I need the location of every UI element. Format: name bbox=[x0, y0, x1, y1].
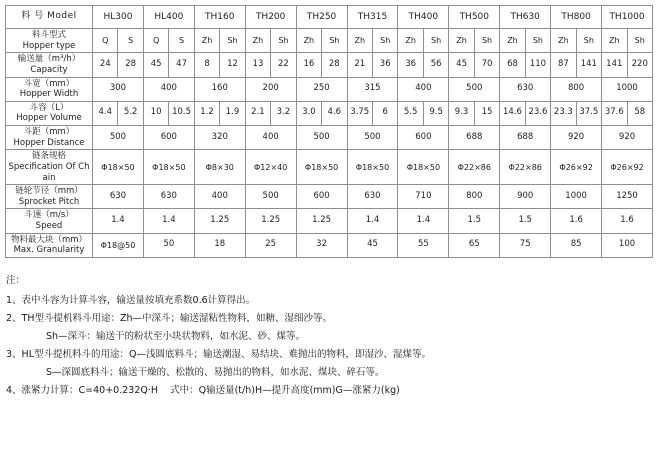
row-label-cn: 斗距（mm） bbox=[23, 127, 75, 137]
cell: 400 bbox=[194, 185, 245, 209]
row-label-cn: 链条规格 bbox=[31, 151, 66, 162]
cell: 141 bbox=[576, 53, 601, 77]
cell: 28 bbox=[118, 53, 143, 77]
row-label-cn: 斗宽（mm） bbox=[23, 78, 75, 89]
cell: 630 bbox=[143, 185, 194, 209]
cell: 1.6 bbox=[602, 209, 653, 233]
cell: 9.5 bbox=[423, 101, 448, 125]
row-label-en: Hopper type bbox=[22, 40, 76, 51]
cell: 45 bbox=[449, 53, 474, 77]
cell: 58 bbox=[627, 101, 652, 125]
cell: Sh bbox=[423, 29, 448, 53]
model-column-8: TH630 bbox=[500, 6, 551, 29]
cell: 65 bbox=[449, 233, 500, 257]
cell: 68 bbox=[500, 53, 525, 77]
table-row bbox=[6, 233, 653, 257]
table-row bbox=[6, 101, 653, 125]
cell: Φ18×50 bbox=[347, 150, 398, 185]
model-column-3: TH200 bbox=[245, 6, 296, 29]
cell: 5.2 bbox=[118, 101, 143, 125]
cell: 1.4 bbox=[398, 209, 449, 233]
cell: 13 bbox=[245, 53, 270, 77]
table-row bbox=[6, 53, 653, 77]
cell: 1.4 bbox=[347, 209, 398, 233]
cell: Φ18×50 bbox=[398, 150, 449, 185]
cell: 23.3 bbox=[551, 101, 576, 125]
cell: 320 bbox=[194, 126, 245, 150]
cell: S bbox=[118, 29, 143, 53]
cell: Φ22×86 bbox=[449, 150, 500, 185]
cell: 1.5 bbox=[500, 209, 551, 233]
cell: Sh bbox=[220, 29, 245, 53]
row-label-capacity bbox=[6, 53, 93, 77]
cell: Zh bbox=[194, 29, 219, 53]
notes-section bbox=[6, 272, 658, 400]
cell: 5.5 bbox=[398, 101, 423, 125]
cell: 3.2 bbox=[271, 101, 296, 125]
cell: 400 bbox=[245, 126, 296, 150]
cell: S bbox=[169, 29, 194, 53]
cell: 1.9 bbox=[220, 101, 245, 125]
cell: 200 bbox=[245, 77, 296, 101]
cell: Zh bbox=[296, 29, 321, 53]
cell: 2.1 bbox=[245, 101, 270, 125]
row-label-hopper-width bbox=[6, 77, 93, 101]
spec-sheet bbox=[0, 5, 658, 465]
row-label-en: Speed bbox=[35, 221, 63, 231]
cell: Sh bbox=[372, 29, 397, 53]
cell: 600 bbox=[296, 185, 347, 209]
model-column-2: TH160 bbox=[194, 6, 245, 29]
model-column-0: HL300 bbox=[93, 6, 144, 29]
cell: 32 bbox=[296, 233, 347, 257]
cell: 400 bbox=[143, 77, 194, 101]
model-header-cell: 料 号 Model bbox=[6, 6, 93, 29]
table-body bbox=[6, 6, 653, 258]
cell: Zh bbox=[551, 29, 576, 53]
cell: Zh bbox=[449, 29, 474, 53]
cell: 500 bbox=[245, 185, 296, 209]
model-column-6: TH400 bbox=[398, 6, 449, 29]
cell: 500 bbox=[93, 126, 144, 150]
cell: 400 bbox=[398, 77, 449, 101]
cell: Zh bbox=[602, 29, 627, 53]
note-item-5: S—深圆底料斗；输送干燥的、松散的、易抛出的物料，如水泥、煤块、碎石等。 bbox=[46, 367, 385, 379]
cell: Φ26×92 bbox=[602, 150, 653, 185]
cell: 37.6 bbox=[602, 101, 627, 125]
cell: 10 bbox=[143, 101, 168, 125]
cell: 800 bbox=[449, 185, 500, 209]
cell: 25 bbox=[245, 233, 296, 257]
table-row bbox=[6, 185, 653, 209]
cell: 22 bbox=[271, 53, 296, 77]
cell: 9.3 bbox=[449, 101, 474, 125]
cell: 36 bbox=[372, 53, 397, 77]
table-header-row bbox=[6, 6, 653, 29]
cell: Sh bbox=[525, 29, 550, 53]
cell: Zh bbox=[347, 29, 372, 53]
row-label-en: Hopper Volume bbox=[16, 113, 82, 124]
cell: 1.25 bbox=[296, 209, 347, 233]
model-column-7: TH500 bbox=[449, 6, 500, 29]
row-label-cn: 链轮节径（mm） bbox=[15, 186, 83, 197]
cell: 688 bbox=[449, 126, 500, 150]
row-label-hopper-type bbox=[6, 29, 93, 53]
cell: 1.25 bbox=[245, 209, 296, 233]
cell: 500 bbox=[449, 77, 500, 101]
model-column-5: TH315 bbox=[347, 6, 398, 29]
cell: 15 bbox=[474, 101, 499, 125]
cell: 6 bbox=[372, 101, 397, 125]
row-label-en: Max. Granularity bbox=[13, 245, 85, 256]
cell: 24 bbox=[93, 53, 118, 77]
cell: 315 bbox=[347, 77, 398, 101]
cell: 1000 bbox=[551, 185, 602, 209]
row-label-sprocket-pitch bbox=[6, 185, 93, 209]
cell: 10.5 bbox=[169, 101, 194, 125]
row-label-cn: 斗速（m/s） bbox=[24, 210, 74, 221]
row-label-max-granularity bbox=[6, 233, 93, 257]
cell: 110 bbox=[525, 53, 550, 77]
table-row bbox=[6, 77, 653, 101]
row-label-en: Sprocket Pitch bbox=[18, 196, 80, 207]
cell: Φ18×50 bbox=[296, 150, 347, 185]
model-column-10: TH1000 bbox=[602, 6, 653, 29]
cell: 3.0 bbox=[296, 101, 321, 125]
cell: Sh bbox=[322, 29, 347, 53]
cell: 87 bbox=[551, 53, 576, 77]
cell: 500 bbox=[347, 126, 398, 150]
cell: Zh bbox=[398, 29, 423, 53]
cell: 50 bbox=[143, 233, 194, 257]
row-label-chain-spec bbox=[6, 150, 93, 185]
row-label-en: Specification Of Chain bbox=[8, 161, 90, 183]
cell: 1000 bbox=[602, 77, 653, 101]
model-column-4: TH250 bbox=[296, 6, 347, 29]
cell: 630 bbox=[93, 185, 144, 209]
cell: 14.6 bbox=[500, 101, 525, 125]
cell: 23.6 bbox=[525, 101, 550, 125]
cell: 920 bbox=[551, 126, 602, 150]
table-row bbox=[6, 209, 653, 233]
cell: 4.4 bbox=[93, 101, 118, 125]
note-item-4: 3、HL型斗提机料斗的用途：Q—浅圆底料斗；输送潮湿、易结块、难抛出的物料，即湿沙、湿煤等。 bbox=[6, 349, 431, 361]
cell: 250 bbox=[296, 77, 347, 101]
note-item-3: Sh—深斗：输送干的粉状至小块状物料，如水泥、砂、煤等。 bbox=[46, 331, 306, 343]
cell: 75 bbox=[500, 233, 551, 257]
cell: 300 bbox=[93, 77, 144, 101]
cell: 141 bbox=[602, 53, 627, 77]
cell: 1.4 bbox=[143, 209, 194, 233]
row-label-cn: 物料最大块（mm） bbox=[10, 234, 88, 245]
cell: 220 bbox=[627, 53, 652, 77]
row-label-cn: 输送量（m³/h） bbox=[17, 54, 81, 65]
row-label-cn: 料斗型式 bbox=[31, 30, 66, 40]
cell: 920 bbox=[602, 126, 653, 150]
cell: 4.6 bbox=[322, 101, 347, 125]
cell: Φ18×50 bbox=[93, 150, 144, 185]
row-label-hopper-distance bbox=[6, 126, 93, 150]
cell: 3.75 bbox=[347, 101, 372, 125]
cell: 100 bbox=[602, 233, 653, 257]
cell: 630 bbox=[500, 77, 551, 101]
cell: Q bbox=[93, 29, 118, 53]
cell: 710 bbox=[398, 185, 449, 209]
cell: Φ22×86 bbox=[500, 150, 551, 185]
cell: 1.2 bbox=[194, 101, 219, 125]
cell: Sh bbox=[576, 29, 601, 53]
cell: 18 bbox=[194, 233, 245, 257]
row-label-en: Capacity bbox=[30, 64, 68, 75]
cell: Φ26×92 bbox=[551, 150, 602, 185]
cell: 45 bbox=[143, 53, 168, 77]
cell: Zh bbox=[500, 29, 525, 53]
table-row bbox=[6, 126, 653, 150]
cell: 500 bbox=[296, 126, 347, 150]
cell: 37.5 bbox=[576, 101, 601, 125]
table-row bbox=[6, 29, 653, 53]
model-column-9: TH800 bbox=[551, 6, 602, 29]
note-item-1: 1、表中斗容为计算斗容，输送量按填充系数0.6计算得出。 bbox=[6, 294, 256, 306]
cell: Zh bbox=[245, 29, 270, 53]
cell: 600 bbox=[398, 126, 449, 150]
cell: 12 bbox=[220, 53, 245, 77]
cell: 70 bbox=[474, 53, 499, 77]
cell: 600 bbox=[143, 126, 194, 150]
cell: Φ18@50 bbox=[93, 233, 144, 257]
cell: 160 bbox=[194, 77, 245, 101]
cell: 800 bbox=[551, 77, 602, 101]
model-column-1: HL400 bbox=[143, 6, 194, 29]
cell: 688 bbox=[500, 126, 551, 150]
cell: Q bbox=[143, 29, 168, 53]
row-label-en: Hopper Width bbox=[19, 89, 79, 100]
cell: 56 bbox=[423, 53, 448, 77]
table-row bbox=[6, 150, 653, 185]
cell: 16 bbox=[296, 53, 321, 77]
row-label-en: Hopper Distance bbox=[13, 137, 85, 148]
row-label-cn: 斗容（L） bbox=[29, 102, 69, 113]
cell: 47 bbox=[169, 53, 194, 77]
cell: Φ18×50 bbox=[143, 150, 194, 185]
note-item-2: 2、TH型斗提机料斗用途：Zh—中深斗；输送湿粘性物料，如糖、湿细沙等。 bbox=[6, 312, 333, 324]
specification-table bbox=[5, 5, 653, 258]
cell: 1.6 bbox=[551, 209, 602, 233]
row-label-hopper-volume bbox=[6, 101, 93, 125]
cell: Sh bbox=[474, 29, 499, 53]
cell: 1.25 bbox=[194, 209, 245, 233]
cell: 8 bbox=[194, 53, 219, 77]
row-label-speed bbox=[6, 209, 93, 233]
cell: 1.4 bbox=[93, 209, 144, 233]
cell: 85 bbox=[551, 233, 602, 257]
cell: Φ8×30 bbox=[194, 150, 245, 185]
cell: 55 bbox=[398, 233, 449, 257]
cell: 1.5 bbox=[449, 209, 500, 233]
notes-title: 注： bbox=[6, 274, 26, 286]
cell: 630 bbox=[347, 185, 398, 209]
cell: 1250 bbox=[602, 185, 653, 209]
cell: 21 bbox=[347, 53, 372, 77]
cell: 36 bbox=[398, 53, 423, 77]
cell: Sh bbox=[627, 29, 652, 53]
cell: Sh bbox=[271, 29, 296, 53]
cell: 28 bbox=[322, 53, 347, 77]
cell: 900 bbox=[500, 185, 551, 209]
note-item-6: 4、涨紧力计算：C=40+0.232Q·H 式中：Q输送量(t/h)H—提升高度(mm)G—涨紧力(kg) bbox=[6, 385, 400, 397]
cell: 45 bbox=[347, 233, 398, 257]
cell: Φ12×40 bbox=[245, 150, 296, 185]
